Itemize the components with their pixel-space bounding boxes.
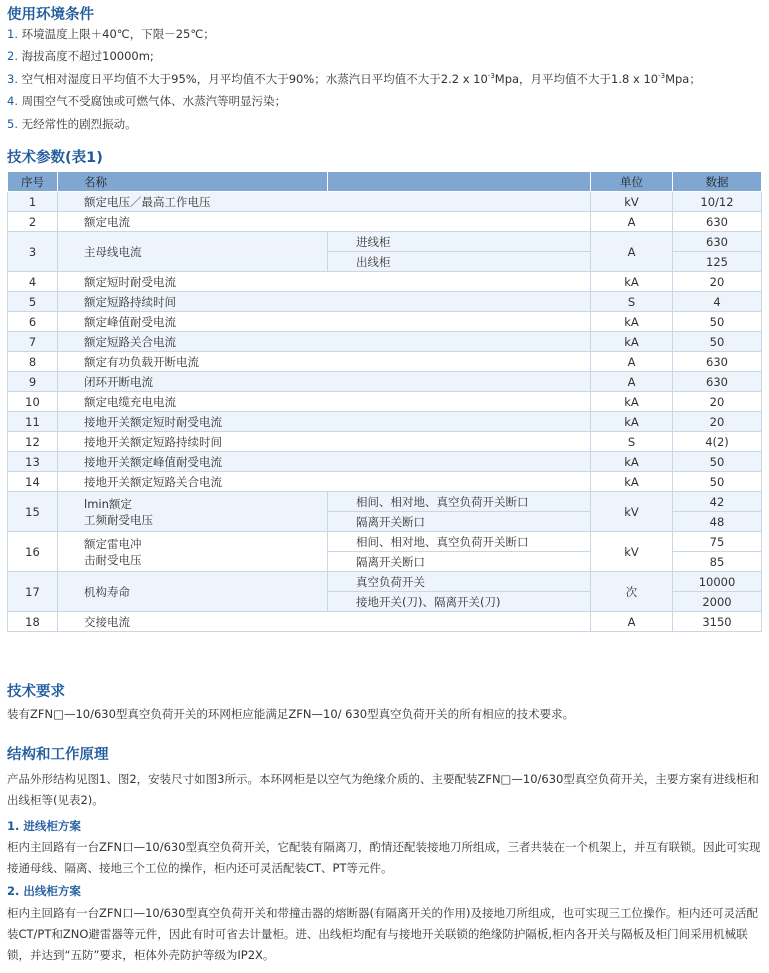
cell-data: 10/12 (673, 192, 762, 212)
section-title-structure: 结构和工作原理 (7, 747, 109, 763)
cell-name: 额定短路持续时间 (58, 292, 591, 312)
cell-unit: kV (591, 492, 673, 532)
table-row (8, 412, 762, 432)
env-item-text: Mpa； (665, 72, 701, 86)
header-no: 序号 (8, 172, 58, 192)
incoming-text: 柜内主回路有一台ZFN口—10/630型真空负荷开关，它配装有隔离刀，酌情还配装接地刀所组成，三者共装在一个机架上，并互有联锁。因此可实现接通母线、隔离、接地三个工位的操作，柜内还可灵活配装CT、PT等元件。 (7, 840, 761, 875)
table-row (8, 532, 762, 552)
cell-name (58, 532, 328, 572)
table-row (8, 352, 762, 372)
table-row (8, 392, 762, 412)
cell-unit: kA (591, 272, 673, 292)
cell-no: 11 (8, 412, 58, 432)
cell-sub: 相间、相对地、真空负荷开关断口 (328, 492, 591, 512)
table-row (8, 612, 762, 632)
cell-unit: S (591, 432, 673, 452)
cell-data: 50 (673, 312, 762, 332)
cell-no: 4 (8, 272, 58, 292)
table-row (8, 272, 762, 292)
cell-data: 125 (673, 252, 762, 272)
env-item-1 (7, 26, 763, 42)
cell-name: 主母线电流 (58, 232, 328, 272)
env-item-number: 2. (7, 49, 18, 63)
env-item-3 (7, 71, 763, 87)
table-row (8, 492, 762, 512)
cell-unit: kA (591, 312, 673, 332)
cell-name: 接地开关额定短路持续时间 (58, 432, 591, 452)
cell-unit: A (591, 372, 673, 392)
cell-unit: kA (591, 332, 673, 352)
header-name: 名称 (58, 172, 328, 192)
env-item-5 (7, 116, 763, 132)
cell-data: 20 (673, 392, 762, 412)
superscript: -3 (658, 72, 666, 80)
structure-intro: 产品外形结构见图1、图2，安装尺寸如图3所示。本环网柜是以空气为绝缘介质的、主要配装ZFN□—10/630型真空负荷开关，主要方案有进线柜和出线柜等(见表2)。 (7, 772, 759, 807)
cell-data: 4 (673, 292, 762, 312)
cell-data: 630 (673, 212, 762, 232)
cell-no: 5 (8, 292, 58, 312)
env-item-number: 5. (7, 117, 18, 131)
header-unit: 单位 (591, 172, 673, 192)
outgoing-text: 柜内主回路有一台ZFN口—10/630型真空负荷开关和带撞击器的熔断器(有隔离开关的作用)及接地刀所组成，也可实现三工位操作。柜内还可灵活配装CT/PT和ZNO避雷器等元件，因此有时可省去计量柜。进、出线柜均配有与接地开关联锁的绝缘防护隔板,柜内各开关与隔板及柜门间采用机械联锁，并达到“五防”要求，柜体外壳防护等级为IP2X。 (7, 906, 759, 962)
cell-no: 16 (8, 532, 58, 572)
cell-name (58, 492, 328, 532)
cell-name: 额定电压／最高工作电压 (58, 192, 591, 212)
cell-name-line: lmin额定 (84, 496, 132, 511)
cell-no: 1 (8, 192, 58, 212)
cell-name: 额定短时耐受电流 (58, 272, 591, 292)
subsection-title-incoming: 1. 进线柜方案 (7, 819, 81, 833)
cell-no: 14 (8, 472, 58, 492)
cell-name: 交接电流 (58, 612, 591, 632)
cell-unit: kA (591, 452, 673, 472)
params-table (7, 171, 762, 632)
cell-sub: 真空负荷开关 (328, 572, 591, 592)
cell-data: 630 (673, 352, 762, 372)
table-row (8, 572, 762, 592)
cell-data: 3150 (673, 612, 762, 632)
cell-data: 50 (673, 452, 762, 472)
env-item-2 (7, 48, 763, 64)
cell-unit: A (591, 612, 673, 632)
cell-name-line: 额定雷电冲 (84, 536, 142, 551)
table-row (8, 332, 762, 352)
cell-data: 4(2) (673, 432, 762, 452)
table-row (8, 432, 762, 452)
cell-unit: A (591, 352, 673, 372)
cell-data: 85 (673, 552, 762, 572)
cell-data: 630 (673, 372, 762, 392)
cell-sub: 隔离开关断口 (328, 552, 591, 572)
env-item-number: 1. (7, 27, 18, 41)
cell-name: 机构寿命 (58, 572, 328, 612)
subsection-title-outgoing: 2. 出线柜方案 (7, 884, 81, 898)
cell-unit: kV (591, 192, 673, 212)
env-item-text: 周围空气不受腐蚀或可燃气体、水蒸汽等明显污染； (21, 94, 287, 108)
cell-data: 20 (673, 272, 762, 292)
cell-name: 额定短路关合电流 (58, 332, 591, 352)
table-row (8, 292, 762, 312)
cell-name: 闭环开断电流 (58, 372, 591, 392)
cell-name: 接地开关额定短时耐受电流 (58, 412, 591, 432)
cell-no: 18 (8, 612, 58, 632)
cell-name-line: 工频耐受电压 (84, 512, 153, 527)
cell-no: 7 (8, 332, 58, 352)
cell-data: 630 (673, 232, 762, 252)
table-row (8, 232, 762, 252)
cell-data: 10000 (673, 572, 762, 592)
env-item-text: 无经常性的剧烈振动。 (21, 117, 137, 131)
table-row (8, 452, 762, 472)
cell-no: 15 (8, 492, 58, 532)
cell-unit: kA (591, 472, 673, 492)
cell-name: 额定峰值耐受电流 (58, 312, 591, 332)
env-item-text: Mpa，月平均值不大于1.8 x 10 (494, 72, 659, 86)
tech-req-text: 装有ZFN□—10/630型真空负荷开关的环网柜应能满足ZFN—10/ 630型真空负荷开关的所有相应的技术要求。 (7, 707, 575, 721)
cell-data: 75 (673, 532, 762, 552)
cell-unit: kA (591, 392, 673, 412)
cell-sub: 隔离开关断口 (328, 512, 591, 532)
superscript: -3 (487, 72, 495, 80)
table-row (8, 212, 762, 232)
cell-sub: 出线柜 (328, 252, 591, 272)
cell-name: 接地开关额定短路关合电流 (58, 472, 591, 492)
cell-name: 额定有功负载开断电流 (58, 352, 591, 372)
header-data: 数据 (673, 172, 762, 192)
cell-no: 6 (8, 312, 58, 332)
cell-sub: 接地开关(刀)、隔离开关(刀) (328, 592, 591, 612)
table-row (8, 372, 762, 392)
section-title-tech-req: 技术要求 (7, 684, 65, 700)
cell-data: 2000 (673, 592, 762, 612)
cell-no: 12 (8, 432, 58, 452)
cell-no: 9 (8, 372, 58, 392)
cell-sub: 进线柜 (328, 232, 591, 252)
table-header-row (8, 172, 762, 192)
env-item-4 (7, 93, 763, 109)
cell-data: 50 (673, 332, 762, 352)
table-row (8, 312, 762, 332)
cell-unit: S (591, 292, 673, 312)
cell-data: 50 (673, 472, 762, 492)
cell-no: 13 (8, 452, 58, 472)
cell-sub: 相间、相对地、真空负荷开关断口 (328, 532, 591, 552)
cell-data: 48 (673, 512, 762, 532)
section-title-params: 技术参数(表1) (7, 150, 103, 166)
table-row (8, 192, 762, 212)
env-item-text: 环境温度上限＋40℃，下限－25℃； (21, 27, 215, 41)
cell-unit: kA (591, 412, 673, 432)
env-item-number: 4. (7, 94, 18, 108)
cell-unit: 次 (591, 572, 673, 612)
cell-name: 额定电缆充电电流 (58, 392, 591, 412)
cell-no: 10 (8, 392, 58, 412)
cell-unit: A (591, 232, 673, 272)
cell-data: 20 (673, 412, 762, 432)
table-row (8, 472, 762, 492)
header-sub (328, 172, 591, 192)
section-title-env: 使用环境条件 (7, 7, 94, 23)
cell-name: 接地开关额定峰值耐受电流 (58, 452, 591, 472)
cell-no: 2 (8, 212, 58, 232)
cell-no: 3 (8, 232, 58, 272)
cell-unit: A (591, 212, 673, 232)
cell-name-line: 击耐受电压 (84, 552, 142, 567)
cell-unit: kV (591, 532, 673, 572)
env-item-text: 海拔高度不超过10000m; (21, 49, 154, 63)
env-item-text: 空气相对湿度日平均值不大于95%，月平均值不大于90%；水蒸汽日平均值不大于2.2 x 10 (21, 72, 488, 86)
cell-no: 8 (8, 352, 58, 372)
env-item-number: 3. (7, 72, 18, 86)
cell-data: 42 (673, 492, 762, 512)
cell-name: 额定电流 (58, 212, 591, 232)
cell-no: 17 (8, 572, 58, 612)
